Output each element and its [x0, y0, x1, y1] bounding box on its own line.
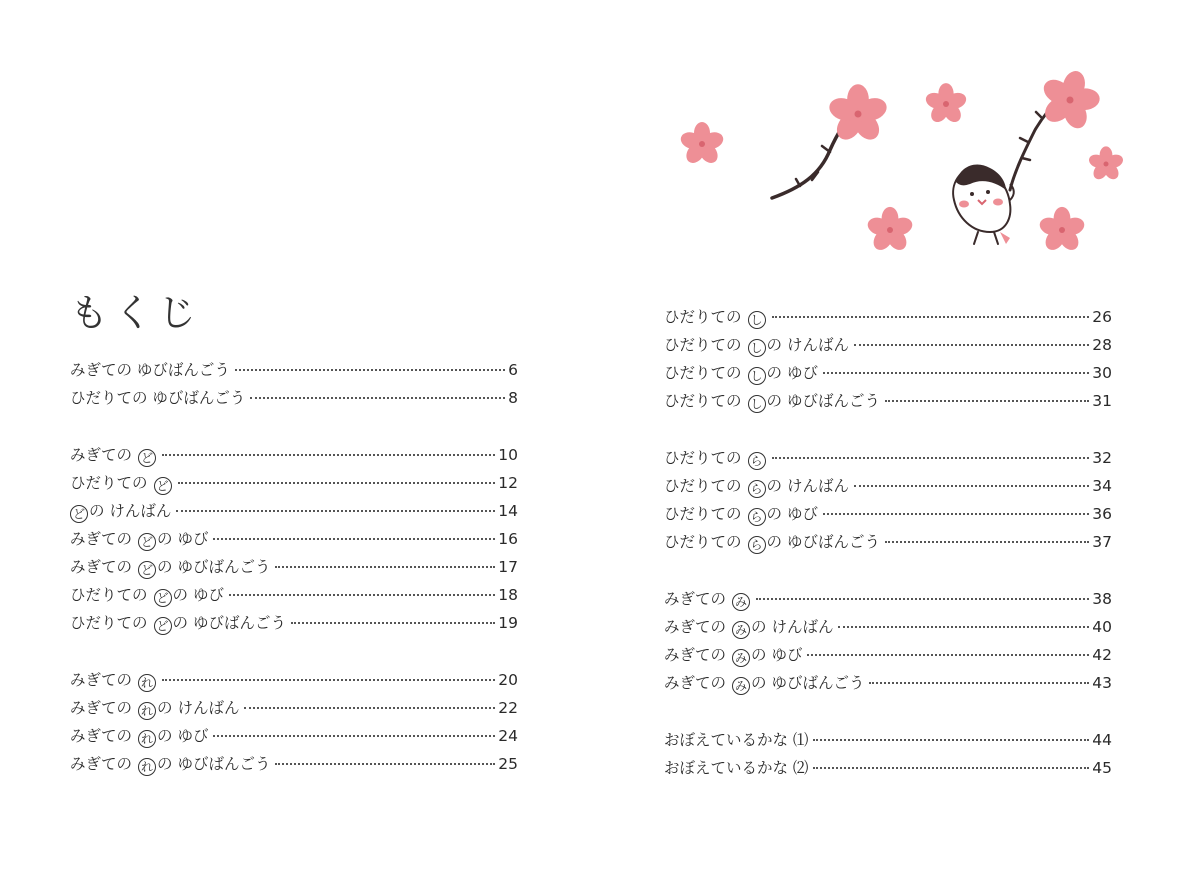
circled-note-name: れ	[138, 674, 156, 692]
entry-prefix: みぎての	[70, 671, 133, 689]
circled-note-name: し	[748, 311, 766, 329]
toc-entry-label	[664, 643, 802, 667]
entry-prefix: おぼえているかな ⑴	[664, 731, 809, 749]
page-title: もくじ	[70, 291, 203, 335]
dot-leader	[178, 482, 496, 484]
toc-entry[interactable]	[70, 583, 518, 611]
dot-leader	[813, 739, 1089, 741]
entry-suffix: の ゆびばんごう	[157, 755, 271, 773]
dot-leader	[869, 682, 1089, 684]
entry-prefix: みぎての	[664, 646, 727, 664]
page-number: 25	[498, 755, 518, 773]
dot-leader	[162, 454, 495, 456]
entry-prefix: みぎての	[664, 618, 727, 636]
page-number: 24	[498, 727, 518, 745]
bird-character	[953, 164, 1014, 244]
dot-leader	[244, 707, 495, 709]
entry-prefix: ひだりての	[664, 308, 742, 326]
page-number: 30	[1092, 364, 1112, 382]
entry-suffix: の ゆび	[766, 364, 818, 382]
dot-leader	[213, 735, 495, 737]
entry-suffix: の けんばん	[89, 502, 172, 520]
entry-prefix: みぎての	[70, 530, 133, 548]
dot-leader	[885, 541, 1089, 543]
entry-prefix: みぎての	[70, 446, 133, 464]
page-number: 43	[1092, 674, 1112, 692]
page-number: 32	[1092, 449, 1112, 467]
toc-group	[664, 728, 1112, 784]
toc-entry[interactable]	[664, 389, 1112, 417]
dot-leader	[756, 598, 1089, 600]
entry-suffix: の ゆび	[157, 727, 209, 745]
entry-prefix: ひだりての ゆびばんごう	[70, 389, 246, 407]
toc-entry[interactable]	[70, 443, 518, 471]
toc-entry-label	[664, 671, 864, 695]
dot-leader	[772, 457, 1090, 459]
entry-prefix: みぎての	[70, 755, 133, 773]
entry-prefix: ひだりての	[664, 336, 742, 354]
entry-prefix: みぎての	[70, 558, 133, 576]
circled-note-name: し	[748, 339, 766, 357]
page-number: 38	[1092, 590, 1112, 608]
page-number: 44	[1092, 731, 1112, 749]
toc-entry-label	[664, 361, 818, 385]
toc-entry[interactable]	[70, 611, 518, 639]
toc-entry[interactable]	[70, 696, 518, 724]
toc-entry[interactable]	[664, 474, 1112, 502]
toc-entry[interactable]	[664, 615, 1112, 643]
page-number: 45	[1092, 759, 1112, 777]
toc-entry[interactable]	[70, 555, 518, 583]
circled-note-name: ど	[138, 533, 156, 551]
page-number: 10	[498, 446, 518, 464]
toc-entry-label	[70, 358, 230, 380]
circled-note-name: ど	[138, 561, 156, 579]
page-number: 28	[1092, 336, 1112, 354]
page-number: 37	[1092, 533, 1112, 551]
entry-suffix: の けんばん	[766, 477, 849, 495]
entry-prefix: ひだりての	[664, 364, 742, 382]
dot-leader	[823, 513, 1089, 515]
circled-note-name: ら	[748, 452, 766, 470]
toc-group	[664, 305, 1112, 417]
circled-note-name: ら	[748, 508, 766, 526]
entry-prefix: おぼえているかな ⑵	[664, 759, 809, 777]
page-number: 34	[1092, 477, 1112, 495]
dot-leader	[838, 626, 1089, 628]
circled-note-name: み	[732, 649, 750, 667]
toc-entry-label	[70, 386, 245, 408]
dot-leader	[162, 679, 495, 681]
dot-leader	[885, 400, 1089, 402]
toc-entry-label	[664, 502, 818, 526]
page-number: 8	[508, 389, 518, 407]
toc-group	[70, 358, 518, 414]
page-number: 18	[498, 586, 518, 604]
entry-suffix: の ゆび	[751, 646, 803, 664]
circled-note-name: み	[732, 677, 750, 695]
page-number: 6	[508, 361, 518, 379]
toc-entry-label	[70, 611, 286, 635]
dot-leader	[854, 344, 1089, 346]
page-number: 16	[498, 530, 518, 548]
circled-note-name: ど	[154, 617, 172, 635]
toc-entry-label	[70, 555, 270, 579]
toc-entry[interactable]	[70, 752, 518, 780]
page-number: 42	[1092, 646, 1112, 664]
toc-entry[interactable]	[70, 499, 518, 527]
toc-entry[interactable]	[70, 668, 518, 696]
toc-entry[interactable]	[70, 471, 518, 499]
toc-entry-label	[70, 668, 157, 692]
entry-suffix: の ゆびばんごう	[172, 614, 286, 632]
entry-prefix: みぎての ゆびばんごう	[70, 361, 230, 379]
entry-suffix: の ゆびばんごう	[766, 533, 880, 551]
circled-note-name: ら	[748, 536, 766, 554]
dot-leader	[291, 622, 495, 624]
entry-suffix: の ゆび	[157, 530, 209, 548]
dot-leader	[235, 369, 505, 371]
circled-note-name: し	[748, 367, 766, 385]
toc-entry[interactable]	[664, 502, 1112, 530]
toc-entry[interactable]	[664, 587, 1112, 615]
toc-entry-label	[70, 724, 208, 748]
circled-note-name: れ	[138, 730, 156, 748]
page-number: 19	[498, 614, 518, 632]
toc-entry[interactable]	[70, 358, 518, 386]
page-number: 36	[1092, 505, 1112, 523]
dot-leader	[823, 372, 1089, 374]
entry-prefix: ひだりての	[664, 449, 742, 467]
entry-prefix: ひだりての	[70, 474, 148, 492]
page-number: 20	[498, 671, 518, 689]
toc-entry-label	[70, 527, 208, 551]
page-number: 26	[1092, 308, 1112, 326]
toc-entry-label	[70, 443, 157, 467]
toc-entry-label	[664, 389, 880, 413]
page-number: 40	[1092, 618, 1112, 636]
entry-suffix: の ゆび	[172, 586, 224, 604]
page-number: 12	[498, 474, 518, 492]
circled-note-name: れ	[138, 702, 156, 720]
dot-leader	[176, 510, 495, 512]
entry-prefix: ひだりての	[70, 614, 148, 632]
dot-leader	[275, 763, 495, 765]
toc-entry-label	[70, 752, 270, 776]
entry-prefix: ひだりての	[70, 586, 148, 604]
dot-leader	[229, 594, 495, 596]
toc-entry-label	[664, 587, 751, 611]
toc-group	[70, 443, 518, 639]
toc-entry[interactable]	[664, 361, 1112, 389]
toc-group	[664, 446, 1112, 558]
dot-leader	[275, 566, 495, 568]
toc-entry[interactable]	[664, 446, 1112, 474]
entry-suffix: の ゆびばんごう	[157, 558, 271, 576]
entry-suffix: の ゆびばんごう	[751, 674, 865, 692]
circled-note-name: ど	[154, 477, 172, 495]
dot-leader	[807, 654, 1089, 656]
circled-note-name: ど	[138, 449, 156, 467]
circled-note-name: ど	[70, 505, 88, 523]
entry-suffix: の ゆびばんごう	[766, 392, 880, 410]
entry-prefix: ひだりての	[664, 505, 742, 523]
dot-leader	[813, 767, 1089, 769]
toc-entry[interactable]	[664, 756, 1112, 784]
entry-prefix: みぎての	[70, 727, 133, 745]
toc-entry-label	[664, 615, 833, 639]
circled-note-name: み	[732, 621, 750, 639]
circled-note-name: ら	[748, 480, 766, 498]
toc-left-column	[70, 358, 518, 809]
toc-entry-label	[70, 499, 171, 523]
toc-entry[interactable]	[70, 527, 518, 555]
entry-prefix: みぎての	[664, 674, 727, 692]
circled-note-name: し	[748, 395, 766, 413]
toc-entry-label	[70, 696, 239, 720]
toc-entry-label	[664, 446, 767, 470]
toc-entry[interactable]	[664, 530, 1112, 558]
page-number: 31	[1092, 392, 1112, 410]
dot-leader	[854, 485, 1089, 487]
circled-note-name: れ	[138, 758, 156, 776]
entry-prefix: ひだりての	[664, 533, 742, 551]
dot-leader	[250, 397, 505, 399]
toc-entry[interactable]	[70, 386, 518, 414]
entry-prefix: ひだりての	[664, 477, 742, 495]
toc-right-column	[664, 305, 1112, 813]
cherry-blossom-illustration	[660, 60, 1140, 270]
dot-leader	[213, 538, 495, 540]
entry-suffix: の けんばん	[157, 699, 240, 717]
entry-suffix: の けんばん	[766, 336, 849, 354]
toc-entry[interactable]	[70, 724, 518, 752]
toc-group	[70, 668, 518, 780]
toc-entry[interactable]	[664, 305, 1112, 333]
entry-prefix: みぎての	[70, 699, 133, 717]
toc-entry-label	[664, 305, 767, 329]
toc-entry-label	[664, 530, 880, 554]
toc-entry-label	[664, 333, 849, 357]
toc-entry-label	[664, 728, 808, 750]
dot-leader	[772, 316, 1090, 318]
entry-suffix: の ゆび	[766, 505, 818, 523]
circled-note-name: ど	[154, 589, 172, 607]
toc-entry-label	[70, 583, 224, 607]
circled-note-name: み	[732, 593, 750, 611]
toc-entry[interactable]	[664, 671, 1112, 699]
toc-entry[interactable]	[664, 643, 1112, 671]
toc-entry-label	[664, 474, 849, 498]
page-number: 22	[498, 699, 518, 717]
toc-entry[interactable]	[664, 728, 1112, 756]
entry-prefix: みぎての	[664, 590, 727, 608]
page-number: 14	[498, 502, 518, 520]
entry-suffix: の けんばん	[751, 618, 834, 636]
toc-entry-label	[70, 471, 173, 495]
page-number: 17	[498, 558, 518, 576]
toc-entry-label	[664, 756, 808, 778]
toc-group	[664, 587, 1112, 699]
toc-entry[interactable]	[664, 333, 1112, 361]
entry-prefix: ひだりての	[664, 392, 742, 410]
